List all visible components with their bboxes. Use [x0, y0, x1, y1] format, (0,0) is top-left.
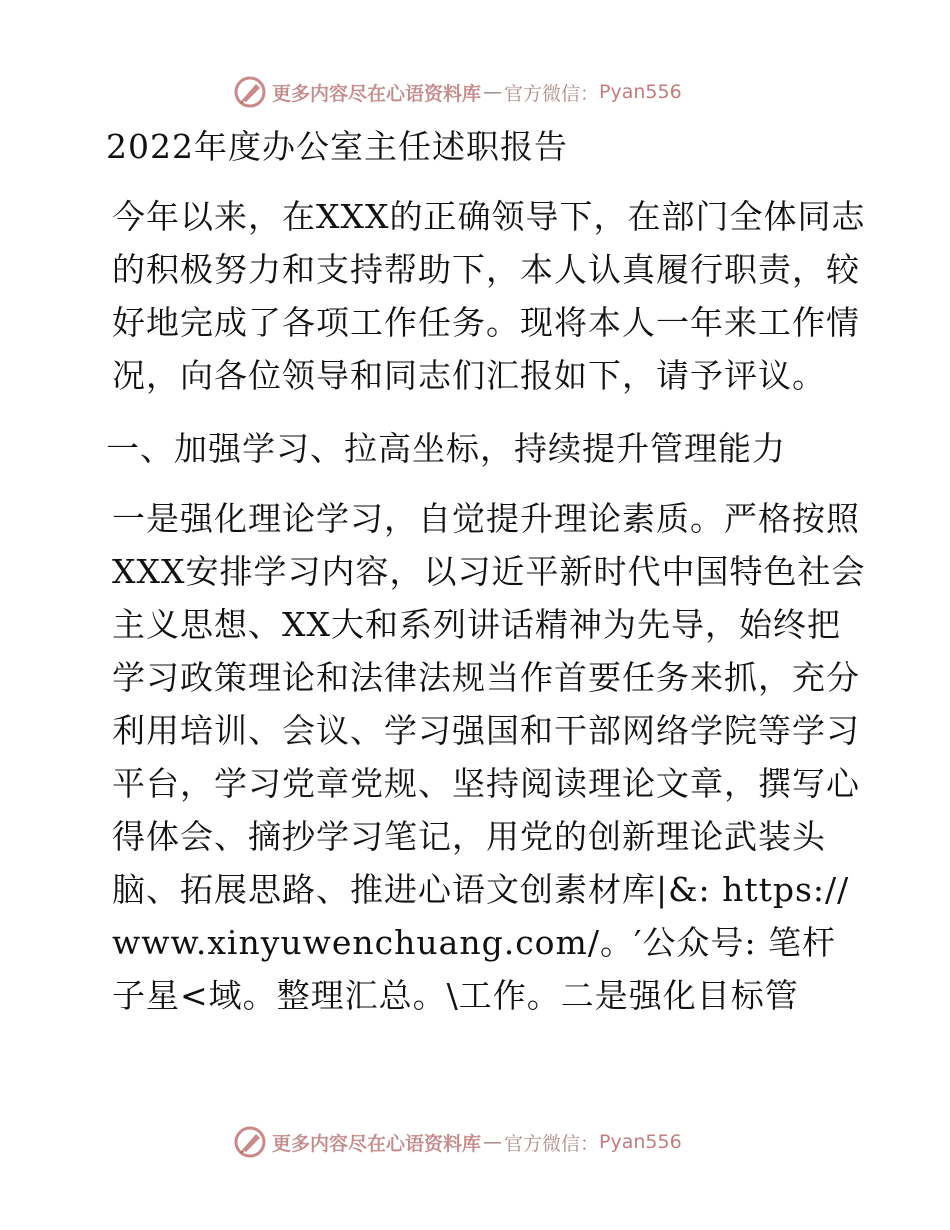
document-title: 2022年度办公室主任述职报告	[106, 127, 568, 166]
pen-logo-icon	[232, 1124, 268, 1160]
watermark-main-text: 更多内容尽在心语资料库	[272, 82, 482, 105]
section-heading: 一、加强学习、拉高坐标，持续提升管理能力	[106, 429, 786, 468]
intro-paragraph: 今年以来，在XXX的正确领导下，在部门全体同志的积极努力和支持帮助下，本人认真履行职责，较好地完成了各项工作任务。现将本人一年来工作情况，向各位领导和同志们汇报如下，请予评议。	[112, 197, 866, 395]
watermark-wechat-id: Pyan556	[599, 81, 682, 103]
watermark-dash: —	[483, 81, 503, 103]
watermark-footer	[232, 1124, 682, 1160]
document-body	[98, 124, 868, 1022]
watermark-wechat-id: Pyan556	[599, 1131, 682, 1153]
watermark-sub-text: 官方微信：	[504, 1132, 600, 1155]
watermark-main-text: 更多内容尽在心语资料库	[272, 1132, 482, 1155]
pen-logo-icon	[232, 74, 268, 110]
watermark-header	[232, 74, 682, 110]
watermark-sub-text: 官方微信：	[504, 82, 600, 105]
watermark-dash: —	[483, 1131, 503, 1153]
section-paragraph: 一是强化理论学习，自觉提升理论素质。严格按照XXX安排学习内容，以习近平新时代中国特色社会主义思想、XX大和系列讲话精神为先导，始终把学习政策理论和法律法规当作首要任务来抓，充分利用培训、会议、学习强国和干部网络学院等学习平台，学习党章党规、坚持阅读理论文章，撰写心得体会、摘抄学习笔记，用党的创新理论武装头脑、拓展思路、推进心语文创素材库|&: https://www.xinyuwenchuang.com/。′公众号: 笔杆子星<域。整理汇总。\工作。二是强化目标管	[112, 499, 866, 1015]
